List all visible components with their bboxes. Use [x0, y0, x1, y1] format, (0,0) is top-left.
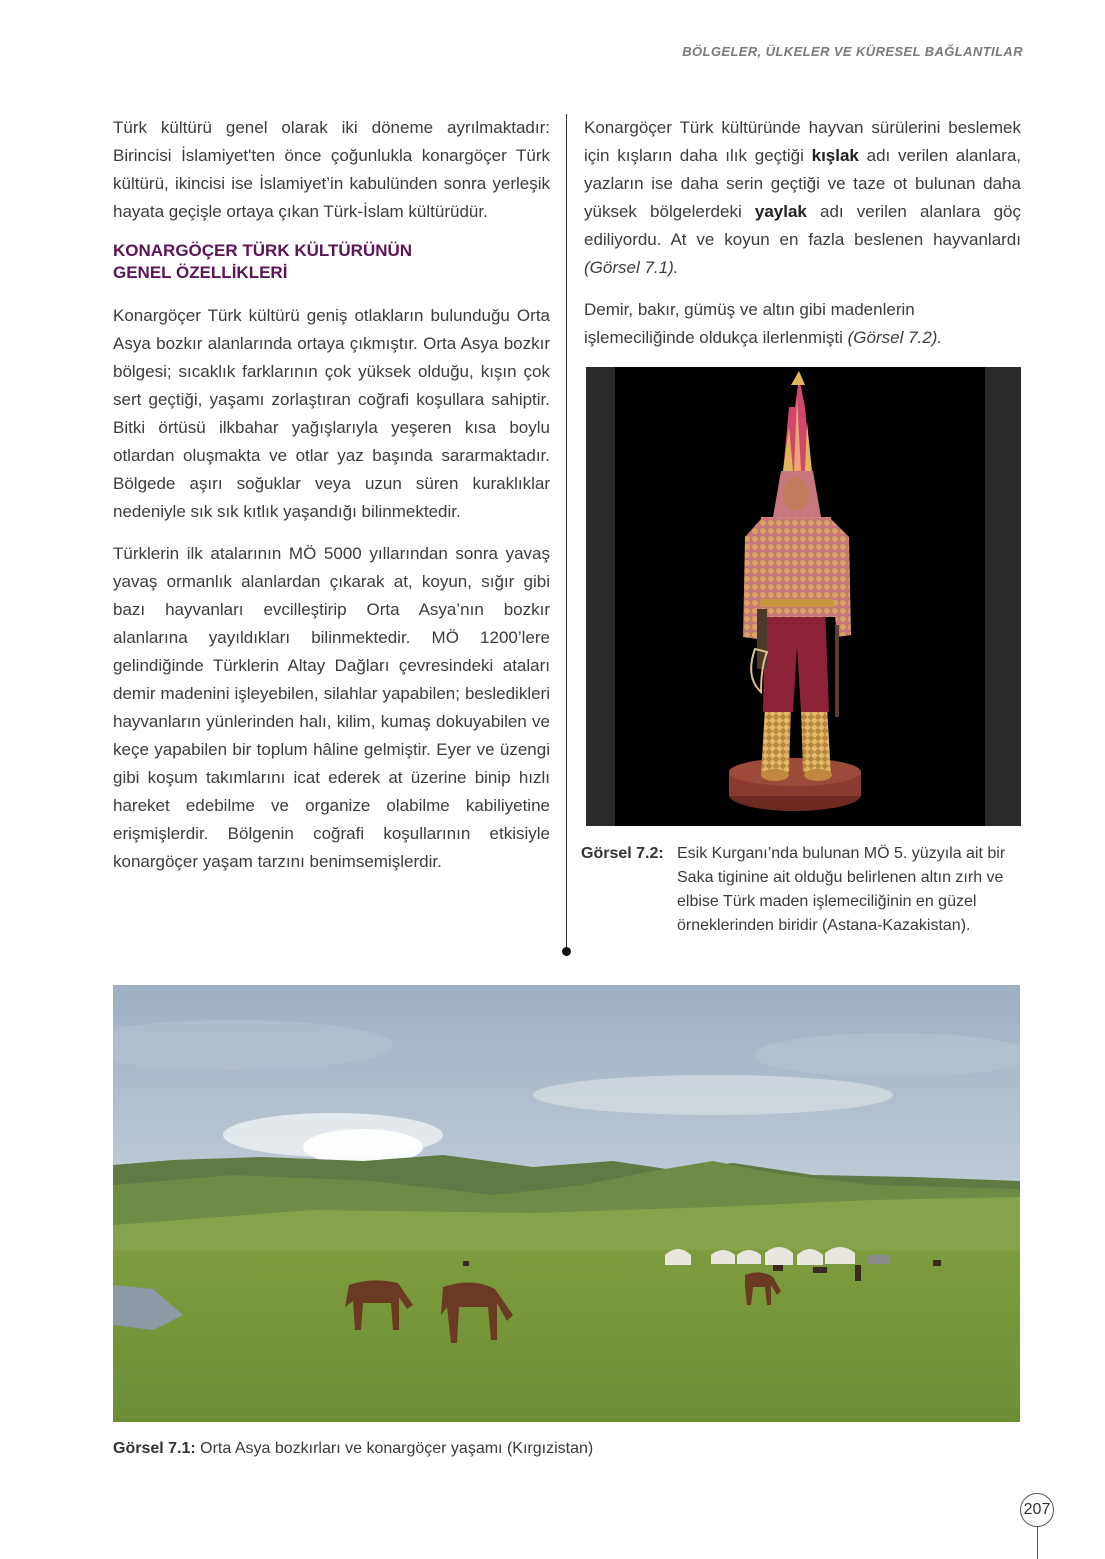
text-segment: adı verilen alanlara göç ediliyordu. At ve koyun en fazla beslenen hayvanlardı	[584, 202, 1021, 249]
golden-man-photo	[586, 367, 1021, 826]
golden-armour-statue-image	[615, 367, 985, 826]
left-column	[113, 114, 550, 890]
right-paragraph-1	[584, 114, 1021, 282]
intro-paragraph: Türk kültürü genel olarak iki döneme ayrılmaktadır: Birincisi İslamiyet'ten önce çoğunlukla konargöçer Türk kültürü, ikincisi ise İslamiyet’in kabulünden sonra yerleşik hayata geçişle ortaya çıkan Türk-İslam kültürüdür.	[113, 118, 550, 221]
section-title-line-1: KONARGÖÇER TÜRK KÜLTÜRÜNÜN	[113, 241, 413, 260]
photo-background	[615, 367, 985, 826]
figure-7-1-text: Orta Asya bozkırları ve konargöçer yaşamı (Kırgızistan)	[200, 1440, 594, 1457]
figure-7-2-caption	[581, 842, 1021, 938]
section-title	[113, 240, 550, 284]
figure-7-2-label: Görsel 7.2:	[581, 845, 664, 862]
steppe-landscape-photo	[113, 985, 1020, 1422]
figure-7-1-caption	[113, 1437, 813, 1461]
column-divider	[566, 114, 567, 950]
body-paragraph-1: Konargöçer Türk kültürü geniş otlakların bulunduğu Orta Asya bozkır alanlarında ortaya çıkmıştır. Orta Asya bozkır bölgesi; sıcaklık farklarının çok yüksek olduğu, kışın çok sert geçtiği, yaşamı zorlaştıran coğrafi koşullara sahiptir. Bitki örtüsü ilkbahar yağışlarıyla yeşeren kısa boylu otlardan oluşmakta ve otlar yaz başında sararmaktadır. Bölgede aşırı soğuklar veya uzun süren kuraklıklar nedeniyle sık sık kıtlık yaşandığı bilinmektedir.	[113, 306, 550, 521]
column-divider-dot	[562, 947, 571, 956]
term-kislak: kışlak	[811, 146, 859, 165]
figure-reference: (Görsel 7.2).	[847, 328, 943, 347]
running-header: BÖLGELER, ÜLKELER VE KÜRESEL BAĞLANTILAR	[682, 44, 1023, 59]
page-number-line	[1037, 1527, 1038, 1559]
term-yaylak: yaylak	[754, 202, 807, 221]
text-segment: Konargöçer Türk kültüründe hayvan sürülerini beslemek için kışların daha ılık geçtiği	[584, 118, 1021, 165]
page-number: 207	[1020, 1493, 1054, 1527]
text-segment: adı verilen alanlara, yazların ise daha serin geçtiği ve taze ot bulunan daha yüksek bölgelerdeki	[584, 146, 1021, 221]
text-segment: Demir, bakır, gümüş ve altın gibi madenlerin işlemeciliğinde oldukça ilerlenmişti	[584, 300, 915, 347]
steppe-landscape-image	[113, 985, 1020, 1422]
body-paragraph-2: Türklerin ilk atalarının MÖ 5000 yıllarından sonra yavaş yavaş ormanlık alanlardan çıkarak at, koyun, sığır gibi bazı hayvanları evcilleştirip Orta Asya’nın bozkır alanlarına yayıldıkları bilinmektedir. MÖ 1200’lere gelindiğinde Türklerin Altay Dağları çevresindeki ataları demir madenini işleyebilen, silahlar yapabilen; besledikleri hayvanların yünlerinden halı, kilim, kumaş dokuyabilen ve keçe yapabilen bir toplum hâline gelmiştir. Eyer ve üzengi gibi koşum takımlarını icat ederek at üzerine binip hızlı hareket edebilme ve organize olabilme kabiliyetine erişmişlerdir. Bölgenin coğrafi koşullarının etkisiyle konargöçer yaşam tarzını benimsemişlerdir.	[113, 544, 550, 871]
right-column	[584, 114, 1021, 366]
section-title-line-2: GENEL ÖZELLİKLERİ	[113, 263, 288, 282]
figure-7-1-label: Görsel 7.1:	[113, 1440, 196, 1457]
figure-reference: (Görsel 7.1).	[584, 258, 679, 277]
figure-7-2-text: Esik Kurganı’nda bulunan MÖ 5. yüzyıla ait bir Saka tiginine ait olduğu belirlenen altın zırh ve elbise Türk maden işlemeciliğinin en güzel örneklerinden biridir (Astana-Kazakistan).	[677, 845, 1006, 934]
right-paragraph-2	[584, 296, 1021, 352]
